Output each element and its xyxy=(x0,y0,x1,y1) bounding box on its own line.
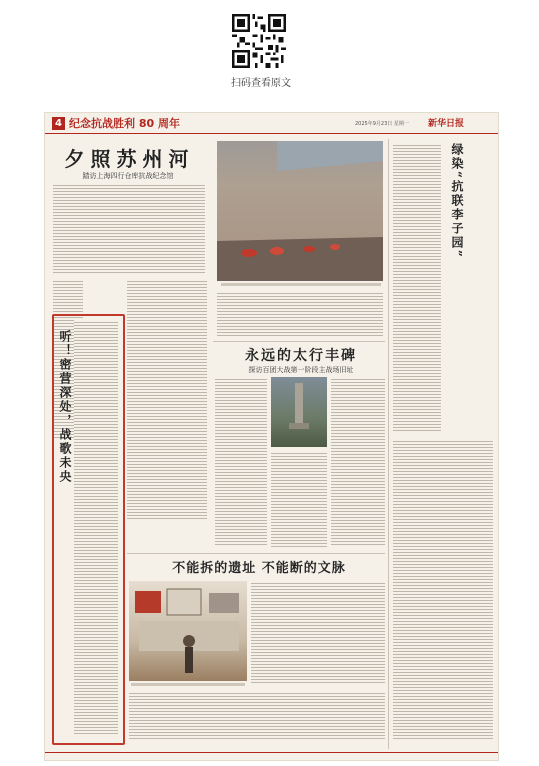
highlighted-article-sidebar[interactable] xyxy=(52,314,125,745)
newspaper-page xyxy=(44,112,499,761)
newspaper-brand: 新华日报 xyxy=(428,119,465,129)
page-footer xyxy=(45,752,498,760)
divider-center-top xyxy=(213,341,385,342)
section-title: 纪念抗战胜利 80 周年 xyxy=(69,117,180,130)
article-body-right xyxy=(393,143,441,433)
article-body-heritage-2 xyxy=(129,691,385,739)
headline-taihang: 永远的太行丰碑 xyxy=(245,348,357,364)
qr-caption: 扫码查看原文 xyxy=(231,78,291,89)
column-divider-right xyxy=(388,139,389,749)
article-body-middle-top xyxy=(217,291,383,337)
headline-suzhou-river: 夕照苏州河 xyxy=(64,147,195,171)
divider-center-bottom xyxy=(127,553,385,554)
article-body-heritage-1 xyxy=(251,581,385,685)
issue-date: 2025年9月23日 星期一 xyxy=(355,121,409,127)
headline-heritage: 不能拆的遗址 不能断的文脉 xyxy=(172,561,346,576)
photo-caption-wall xyxy=(221,283,381,286)
article-body-taihang-1 xyxy=(215,377,267,547)
article-body-left-column-2 xyxy=(127,279,207,519)
photo-exhibition-hall xyxy=(129,581,247,681)
article-body-suzhou-river xyxy=(53,183,205,273)
page-number-badge: 4 xyxy=(52,117,65,130)
photo-warehouse-wall xyxy=(217,141,383,281)
vertical-title-plum-garden: 绿染“抗联李子园” xyxy=(450,143,464,259)
page-header xyxy=(45,113,498,134)
article-body-right-continued xyxy=(393,439,493,739)
photo-caption-exhibition xyxy=(131,683,245,686)
photo-memorial xyxy=(271,377,327,447)
vertical-title-secret-camp: 听！密营深处，战歌未央 xyxy=(58,330,72,484)
qr-code[interactable] xyxy=(232,14,286,68)
article-body-taihang-3 xyxy=(331,377,385,547)
article-body-taihang-2 xyxy=(271,451,327,547)
subheadline-taihang: 探访百团大战第一阶段主战场旧址 xyxy=(248,366,354,374)
sidebar-body-text xyxy=(74,320,118,736)
subheadline-suzhou-river: 踏访上海四行仓库抗战纪念馆 xyxy=(82,172,174,180)
